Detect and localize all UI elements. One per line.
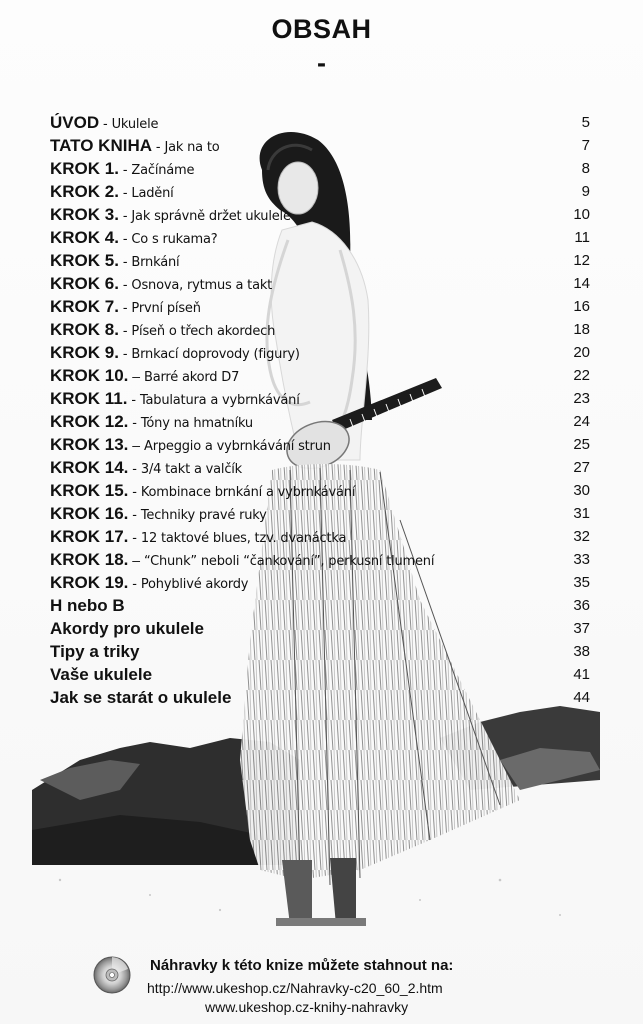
toc-separator: -	[118, 276, 132, 292]
toc-separator: -	[99, 115, 112, 131]
toc-page-number: 44	[573, 689, 590, 706]
toc-page-number: 20	[573, 344, 590, 361]
toc-description: Arpeggio a vybrnkávání strun	[144, 439, 331, 454]
table-of-contents	[50, 111, 590, 709]
toc-row[interactable]	[50, 640, 590, 663]
toc-separator: -	[128, 575, 141, 591]
toc-separator: -	[118, 345, 132, 361]
toc-page-number: 5	[581, 114, 590, 131]
toc-separator: -	[128, 529, 141, 545]
toc-page-number: 36	[573, 597, 590, 614]
toc-row[interactable]	[50, 157, 590, 180]
toc-separator: -	[118, 299, 132, 315]
toc-row[interactable]	[50, 111, 590, 134]
toc-row[interactable]	[50, 226, 590, 249]
toc-page-number: 31	[573, 505, 590, 522]
toc-description: Ladění	[131, 186, 174, 201]
toc-separator: –	[128, 437, 144, 453]
toc-label: KROK 10.	[50, 366, 129, 385]
toc-description: První píseň	[131, 301, 201, 316]
footer-url-2[interactable]: www.ukeshop.cz-knihy-nahravky	[205, 999, 409, 1015]
cd-icon	[92, 955, 132, 995]
toc-description: 12 taktové blues, tzv. dvanáctka	[140, 531, 347, 546]
toc-description: Tóny na hmatníku	[140, 416, 253, 431]
toc-description: “Chunk” neboli “čankování”, perkusní tlumení	[144, 554, 435, 569]
toc-label: KROK 1.	[50, 159, 119, 178]
toc-row[interactable]	[50, 364, 590, 387]
toc-row[interactable]	[50, 410, 590, 433]
toc-row[interactable]	[50, 456, 590, 479]
toc-separator: -	[118, 253, 132, 269]
toc-row[interactable]	[50, 617, 590, 640]
toc-separator: -	[118, 230, 132, 246]
toc-page-number: 38	[573, 643, 590, 660]
toc-label: Jak se starát o ukulele	[50, 688, 232, 707]
toc-label: KROK 17.	[50, 527, 129, 546]
toc-label: KROK 19.	[50, 573, 129, 592]
toc-row[interactable]	[50, 663, 590, 686]
toc-row[interactable]	[50, 295, 590, 318]
toc-row[interactable]	[50, 548, 590, 571]
toc-page-number: 18	[573, 321, 590, 338]
toc-label: KROK 12.	[50, 412, 129, 431]
footer-url-1[interactable]: http://www.ukeshop.cz/Nahravky-c20_60_2.htm	[147, 980, 443, 996]
toc-label: Akordy pro ukulele	[50, 619, 204, 638]
toc-page-number: 35	[573, 574, 590, 591]
toc-page-number: 23	[573, 390, 590, 407]
toc-page-number: 32	[573, 528, 590, 545]
toc-label: H nebo B	[50, 596, 125, 615]
toc-page-number: 22	[573, 367, 590, 384]
toc-description: Techniky pravé ruky	[140, 508, 267, 523]
toc-page-number: 33	[573, 551, 590, 568]
toc-description: Jak správně držet ukulele	[131, 209, 291, 224]
toc-label: KROK 6.	[50, 274, 119, 293]
toc-page-number: 30	[573, 482, 590, 499]
toc-row[interactable]	[50, 318, 590, 341]
toc-page-number: 27	[573, 459, 590, 476]
toc-page-number: 25	[573, 436, 590, 453]
toc-description: Začínáme	[131, 163, 195, 178]
toc-label: KROK 2.	[50, 182, 119, 201]
toc-description: Brnkání	[131, 255, 180, 270]
toc-page-number: 11	[574, 229, 590, 246]
toc-label: KROK 13.	[50, 435, 129, 454]
toc-label: ÚVOD	[50, 113, 100, 132]
toc-page-number: 12	[573, 252, 590, 269]
toc-row[interactable]	[50, 502, 590, 525]
toc-label: TATO KNIHA	[50, 136, 152, 155]
toc-label: KROK 11.	[50, 389, 128, 408]
toc-page-number: 16	[573, 298, 590, 315]
toc-separator: –	[128, 368, 144, 384]
toc-label: KROK 16.	[50, 504, 129, 523]
toc-description: Píseň o třech akordech	[131, 324, 276, 339]
toc-separator: -	[118, 161, 132, 177]
toc-page-number: 14	[573, 275, 590, 292]
toc-label: KROK 14.	[50, 458, 129, 477]
toc-row[interactable]	[50, 479, 590, 502]
toc-row[interactable]	[50, 180, 590, 203]
toc-label: KROK 9.	[50, 343, 119, 362]
toc-row[interactable]	[50, 272, 590, 295]
toc-row[interactable]	[50, 433, 590, 456]
toc-description: 3/4 takt a valčík	[140, 462, 243, 477]
toc-description: Co s rukama?	[131, 232, 218, 247]
toc-separator: -	[118, 322, 132, 338]
toc-separator: -	[127, 391, 140, 407]
toc-label: KROK 18.	[50, 550, 129, 569]
toc-row[interactable]	[50, 341, 590, 364]
page-title: OBSAH	[271, 14, 372, 44]
toc-row[interactable]	[50, 686, 590, 709]
toc-separator: -	[128, 414, 141, 430]
toc-separator: -	[118, 207, 132, 223]
title-dash: -	[317, 48, 326, 78]
toc-label: Vaše ukulele	[50, 665, 153, 684]
toc-label: KROK 3.	[50, 205, 119, 224]
toc-separator: -	[152, 138, 165, 154]
toc-row[interactable]	[50, 249, 590, 272]
toc-page-number: 10	[573, 206, 590, 223]
toc-label: KROK 7.	[50, 297, 119, 316]
toc-description: Tabulatura a vybrnkávání	[139, 393, 300, 408]
toc-label: KROK 15.	[50, 481, 129, 500]
toc-description: Pohyblivé akordy	[140, 577, 249, 592]
toc-description: Barré akord D7	[144, 370, 240, 385]
toc-description: Jak na to	[164, 140, 220, 155]
toc-description: Kombinace brnkání a vybrnkávání	[140, 485, 356, 500]
toc-description: Osnova, rytmus a takt	[131, 278, 273, 293]
toc-separator: -	[128, 506, 141, 522]
toc-separator: –	[128, 552, 144, 568]
toc-label: KROK 8.	[50, 320, 119, 339]
toc-page-number: 24	[573, 413, 590, 430]
toc-page-number: 7	[581, 137, 590, 154]
toc-row[interactable]	[50, 525, 590, 548]
toc-row[interactable]	[50, 203, 590, 226]
toc-label: KROK 5.	[50, 251, 119, 270]
toc-row[interactable]	[50, 134, 590, 157]
toc-separator: -	[128, 483, 141, 499]
toc-description: Ukulele	[111, 117, 159, 132]
toc-separator: -	[118, 184, 132, 200]
footer-heading: Náhravky k této knize můžete stahnout na:	[150, 957, 454, 974]
toc-row[interactable]	[50, 571, 590, 594]
toc-description: Brnkací doprovody (figury)	[131, 347, 300, 362]
toc-label: KROK 4.	[50, 228, 119, 247]
toc-page-number: 41	[573, 666, 590, 683]
toc-row[interactable]	[50, 594, 590, 617]
toc-label: Tipy a triky	[50, 642, 140, 661]
toc-page-number: 8	[581, 160, 590, 177]
toc-row[interactable]	[50, 387, 590, 410]
toc-page-number: 37	[573, 620, 590, 637]
toc-page-number: 9	[581, 183, 590, 200]
toc-separator: -	[128, 460, 141, 476]
